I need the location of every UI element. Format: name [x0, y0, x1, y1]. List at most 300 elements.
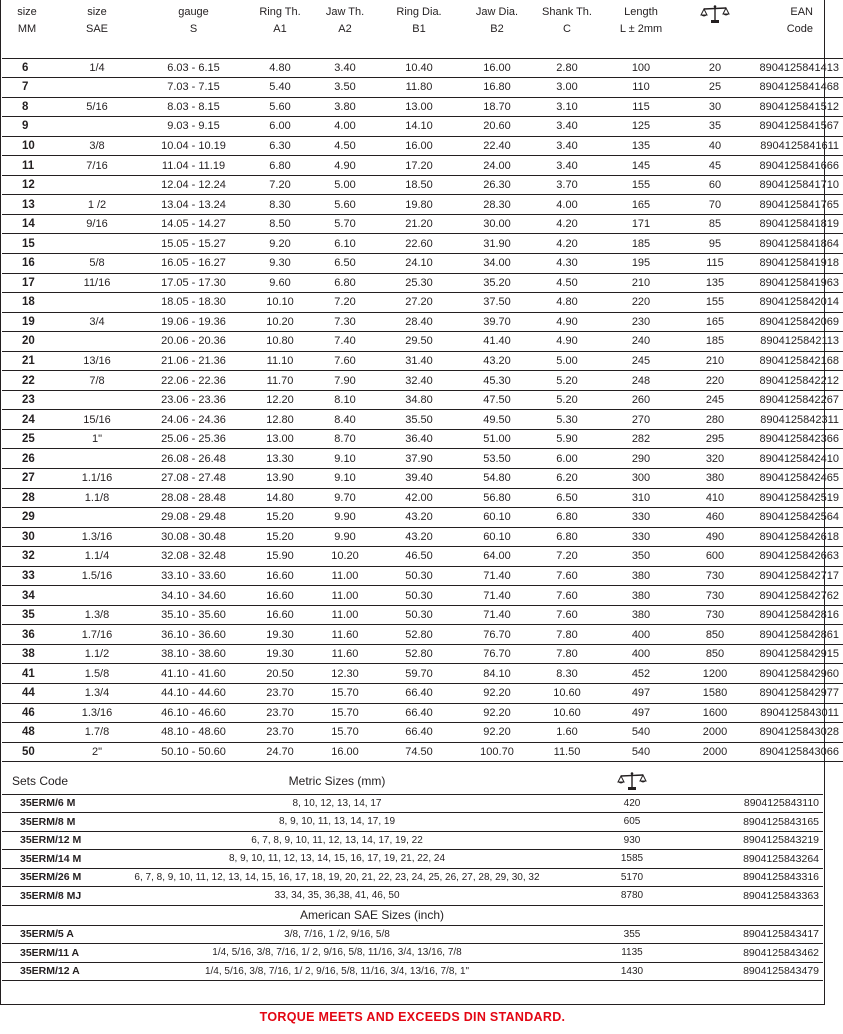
set-sizes: 8, 9, 10, 11, 12, 13, 14, 15, 16, 17, 19, 21, 22, 24 — [112, 850, 562, 869]
table-cell: 41.40 — [463, 332, 531, 352]
table-cell: 70 — [679, 195, 751, 215]
table-cell: 310 — [603, 488, 679, 508]
table-cell: 59.70 — [375, 664, 463, 684]
table-cell: 240 — [603, 332, 679, 352]
table-cell: 6.80 — [315, 273, 375, 293]
table-cell: 34.00 — [463, 253, 531, 273]
table-cell — [52, 117, 142, 137]
table-cell: 135 — [603, 136, 679, 156]
table-cell: 850 — [679, 625, 751, 645]
table-cell: 3.80 — [315, 97, 375, 117]
table-cell: 1.1/8 — [52, 488, 142, 508]
table-cell: 13.00 — [375, 97, 463, 117]
table-cell: 125 — [603, 117, 679, 137]
table-cell: 54.80 — [463, 468, 531, 488]
table-cell: 7.30 — [315, 312, 375, 332]
column-header — [52, 0, 142, 58]
table-cell: 8904125842861 — [751, 625, 843, 645]
table-cell: 23.70 — [245, 703, 315, 723]
sets-ean-header — [702, 768, 823, 794]
table-row — [2, 625, 843, 645]
table-row — [2, 97, 843, 117]
table-cell: 10.60 — [531, 703, 603, 723]
table-cell: 50 — [2, 742, 52, 762]
table-cell: 2000 — [679, 723, 751, 743]
table-cell: 8.30 — [531, 664, 603, 684]
table-cell: 15.20 — [245, 508, 315, 528]
set-weight: 1135 — [562, 944, 702, 963]
table-cell: 10.04 - 10.19 — [142, 136, 245, 156]
table-cell: 8904125841413 — [751, 58, 843, 78]
table-cell: 171 — [603, 214, 679, 234]
table-cell: 8904125842410 — [751, 449, 843, 469]
table-cell: 6.00 — [531, 449, 603, 469]
set-weight: 605 — [562, 813, 702, 832]
table-cell: 8904125842762 — [751, 586, 843, 606]
table-cell: 60.10 — [463, 508, 531, 528]
table-cell: 60 — [679, 175, 751, 195]
table-cell: 8904125841819 — [751, 214, 843, 234]
table-cell: 8904125841864 — [751, 234, 843, 254]
table-cell: 8904125842267 — [751, 390, 843, 410]
table-cell: 8904125841765 — [751, 195, 843, 215]
table-cell: 9.20 — [245, 234, 315, 254]
table-cell: 9.10 — [315, 449, 375, 469]
table-cell: 29.08 - 29.48 — [142, 508, 245, 528]
table-cell: 3.40 — [315, 58, 375, 78]
table-cell: 46 — [2, 703, 52, 723]
column-header — [245, 0, 315, 58]
table-cell: 1.5/8 — [52, 664, 142, 684]
table-cell: 4.80 — [245, 58, 315, 78]
table-cell: 4.50 — [531, 273, 603, 293]
table-cell: 27.20 — [375, 293, 463, 313]
table-cell: 35.10 - 35.60 — [142, 605, 245, 625]
table-cell: 9 — [2, 117, 52, 137]
table-cell: 74.50 — [375, 742, 463, 762]
table-cell: 5.60 — [245, 97, 315, 117]
table-cell: 10 — [2, 136, 52, 156]
set-ean: 8904125843110 — [702, 794, 823, 813]
table-cell: 270 — [603, 410, 679, 430]
column-header-line1: Jaw Th. — [325, 6, 365, 18]
table-cell: 4.30 — [531, 253, 603, 273]
table-cell: 100.70 — [463, 742, 531, 762]
table-cell: 13/16 — [52, 351, 142, 371]
table-cell: 11.70 — [245, 371, 315, 391]
set-ean: 8904125843417 — [702, 925, 823, 944]
column-header-line2: C — [563, 23, 571, 35]
table-cell: 5.20 — [531, 390, 603, 410]
table-cell: 280 — [679, 410, 751, 430]
table-cell: 13.00 — [245, 429, 315, 449]
table-row — [2, 156, 843, 176]
table-cell: 9.30 — [245, 253, 315, 273]
table-cell: 1.1/16 — [52, 468, 142, 488]
table-cell: 11.10 — [245, 351, 315, 371]
table-cell: 330 — [603, 508, 679, 528]
sets-table — [2, 768, 823, 981]
table-cell: 7.60 — [315, 351, 375, 371]
table-cell: 165 — [603, 195, 679, 215]
table-cell: 3.40 — [531, 136, 603, 156]
table-cell: 35 — [679, 117, 751, 137]
table-row — [2, 410, 843, 430]
american-sizes-header-row — [2, 905, 823, 925]
table-cell: 7.20 — [315, 293, 375, 313]
table-cell: 19.30 — [245, 625, 315, 645]
table-cell: 260 — [603, 390, 679, 410]
column-header-line1: Jaw Dia. — [475, 6, 519, 18]
set-sizes: 8, 10, 12, 13, 14, 17 — [112, 794, 562, 813]
table-row — [2, 78, 843, 98]
table-cell: 11.60 — [315, 644, 375, 664]
table-cell: 19.80 — [375, 195, 463, 215]
table-cell: 47.50 — [463, 390, 531, 410]
table-cell: 1.3/8 — [52, 605, 142, 625]
set-sizes: 1/4, 5/16, 3/8, 7/16, 1/ 2, 9/16, 5/8, 11/16, 3/4, 13/16, 7/8, 1" — [112, 962, 562, 981]
table-cell: 15.70 — [315, 723, 375, 743]
table-cell: 497 — [603, 703, 679, 723]
table-cell: 245 — [679, 390, 751, 410]
column-header-line2: B1 — [412, 23, 426, 35]
table-cell: 17.20 — [375, 156, 463, 176]
table-cell: 3.40 — [531, 117, 603, 137]
column-header-line2: S — [189, 23, 198, 35]
table-cell: 24.00 — [463, 156, 531, 176]
table-cell: 5.20 — [531, 371, 603, 391]
table-cell: 85 — [679, 214, 751, 234]
table-cell: 42.00 — [375, 488, 463, 508]
table-cell: 3.50 — [315, 78, 375, 98]
table-cell: 8904125842915 — [751, 644, 843, 664]
set-ean: 8904125843363 — [702, 887, 823, 906]
table-cell: 6.50 — [531, 488, 603, 508]
column-header-line1: size — [17, 6, 37, 18]
set-weight: 5170 — [562, 868, 702, 887]
american-sizes-header-spacer — [702, 905, 823, 925]
table-cell — [52, 78, 142, 98]
table-cell: 400 — [603, 625, 679, 645]
set-weight: 1430 — [562, 962, 702, 981]
set-code: 35ERM/26 M — [2, 868, 112, 887]
sets-code-header: Sets Code — [2, 768, 112, 794]
table-cell: 16.80 — [463, 78, 531, 98]
table-cell: 730 — [679, 605, 751, 625]
table-cell: 20.50 — [245, 664, 315, 684]
table-cell: 13.90 — [245, 468, 315, 488]
table-cell: 8.70 — [315, 429, 375, 449]
set-weight: 930 — [562, 831, 702, 850]
spec-sheet — [2, 0, 839, 981]
table-cell: 1.7/8 — [52, 723, 142, 743]
table-cell: 64.00 — [463, 547, 531, 567]
table-cell: 165 — [679, 312, 751, 332]
set-code: 35ERM/8 M — [2, 813, 112, 832]
column-header — [603, 0, 679, 58]
column-header-line1: Ring Dia. — [396, 6, 442, 18]
set-code: 35ERM/11 A — [2, 944, 112, 963]
table-cell: 6.30 — [245, 136, 315, 156]
table-cell: 49.50 — [463, 410, 531, 430]
table-cell: 8904125842717 — [751, 566, 843, 586]
table-cell: 12.80 — [245, 410, 315, 430]
table-cell: 1200 — [679, 664, 751, 684]
table-cell: 5.30 — [531, 410, 603, 430]
table-cell: 23.06 - 23.36 — [142, 390, 245, 410]
table-cell: 380 — [679, 468, 751, 488]
table-cell: 497 — [603, 684, 679, 704]
table-cell: 9.10 — [315, 468, 375, 488]
table-cell: 66.40 — [375, 703, 463, 723]
column-header-line1: Length — [624, 6, 658, 18]
table-cell: 7.60 — [531, 586, 603, 606]
table-cell: 35.50 — [375, 410, 463, 430]
table-cell: 36.40 — [375, 429, 463, 449]
table-cell: 43.20 — [375, 527, 463, 547]
table-cell: 540 — [603, 742, 679, 762]
set-row — [2, 868, 823, 887]
table-cell: 5.40 — [245, 78, 315, 98]
table-cell: 7.80 — [531, 644, 603, 664]
set-sizes: 1/4, 5/16, 3/8, 7/16, 1/ 2, 9/16, 5/8, 11/16, 3/4, 13/16, 7/8 — [112, 944, 562, 963]
table-cell: 25 — [679, 78, 751, 98]
table-cell: 10.20 — [245, 312, 315, 332]
set-ean: 8904125843479 — [702, 962, 823, 981]
table-cell: 185 — [679, 332, 751, 352]
table-row — [2, 684, 843, 704]
table-row — [2, 371, 843, 391]
table-cell: 34 — [2, 586, 52, 606]
table-row — [2, 508, 843, 528]
table-cell: 8.30 — [245, 195, 315, 215]
table-cell: 4.90 — [315, 156, 375, 176]
table-cell: 8904125842816 — [751, 605, 843, 625]
table-cell: 8904125842311 — [751, 410, 843, 430]
table-cell: 380 — [603, 566, 679, 586]
table-cell: 15.20 — [245, 527, 315, 547]
table-cell: 730 — [679, 586, 751, 606]
table-cell: 30.08 - 30.48 — [142, 527, 245, 547]
table-cell: 30 — [679, 97, 751, 117]
table-cell: 53.50 — [463, 449, 531, 469]
table-cell: 8904125843028 — [751, 723, 843, 743]
set-sizes: 6, 7, 8, 9, 10, 11, 12, 13, 14, 15, 16, 17, 18, 19, 20, 21, 22, 23, 24, 25, 26, 27, 28, 29, 30, 32 — [112, 868, 562, 887]
set-row — [2, 813, 823, 832]
footer-divider — [0, 1004, 825, 1005]
table-cell: 5.70 — [315, 214, 375, 234]
table-cell: 5/16 — [52, 97, 142, 117]
table-cell: 28 — [2, 488, 52, 508]
table-cell: 6.03 - 6.15 — [142, 58, 245, 78]
table-cell: 6.80 — [531, 508, 603, 528]
table-cell: 17.05 - 17.30 — [142, 273, 245, 293]
table-cell: 51.00 — [463, 429, 531, 449]
table-cell: 15.70 — [315, 684, 375, 704]
weighing-scale-icon — [617, 771, 647, 791]
table-cell: 8904125842212 — [751, 371, 843, 391]
set-row — [2, 962, 823, 981]
table-cell: 8904125841512 — [751, 97, 843, 117]
table-cell: 8904125842113 — [751, 332, 843, 352]
spec-table — [2, 0, 843, 762]
table-row — [2, 664, 843, 684]
column-header-line2: B2 — [490, 23, 504, 35]
column-header-line2: Code — [786, 23, 813, 35]
table-cell: 8904125841468 — [751, 78, 843, 98]
table-cell: 7.90 — [315, 371, 375, 391]
table-cell: 282 — [603, 429, 679, 449]
table-cell: 4.90 — [531, 332, 603, 352]
set-row — [2, 794, 823, 813]
column-header-line1: gauge — [178, 6, 209, 18]
table-cell: 50.10 - 50.60 — [142, 742, 245, 762]
table-cell: 32.08 - 32.48 — [142, 547, 245, 567]
table-cell: 9.60 — [245, 273, 315, 293]
column-header-line1: EAN — [790, 6, 813, 18]
table-cell: 6.80 — [531, 527, 603, 547]
table-cell: 16.60 — [245, 566, 315, 586]
column-header — [751, 0, 843, 58]
table-cell: 2.80 — [531, 58, 603, 78]
table-cell: 50.30 — [375, 605, 463, 625]
table-cell: 8.50 — [245, 214, 315, 234]
table-cell: 23.70 — [245, 723, 315, 743]
table-cell: 600 — [679, 547, 751, 567]
table-cell: 18.05 - 18.30 — [142, 293, 245, 313]
table-cell: 155 — [603, 175, 679, 195]
table-cell: 20.60 — [463, 117, 531, 137]
table-cell: 48.10 - 48.60 — [142, 723, 245, 743]
set-ean: 8904125843165 — [702, 813, 823, 832]
table-cell: 4.20 — [531, 234, 603, 254]
table-cell: 28.30 — [463, 195, 531, 215]
table-cell: 8904125841918 — [751, 253, 843, 273]
table-row — [2, 253, 843, 273]
table-cell: 245 — [603, 351, 679, 371]
table-cell: 8904125842519 — [751, 488, 843, 508]
column-header-line2: SAE — [85, 23, 108, 35]
table-cell: 46.50 — [375, 547, 463, 567]
table-cell: 6 — [2, 58, 52, 78]
table-cell: 34.10 - 34.60 — [142, 586, 245, 606]
table-cell: 1.60 — [531, 723, 603, 743]
table-cell: 8904125842960 — [751, 664, 843, 684]
table-cell: 8904125841666 — [751, 156, 843, 176]
table-cell: 1580 — [679, 684, 751, 704]
table-cell: 6.00 — [245, 117, 315, 137]
set-weight: 420 — [562, 794, 702, 813]
table-cell: 300 — [603, 468, 679, 488]
table-row — [2, 468, 843, 488]
table-cell: 14.05 - 14.27 — [142, 214, 245, 234]
table-cell: 4.00 — [315, 117, 375, 137]
table-cell: 14.10 — [375, 117, 463, 137]
set-weight: 8780 — [562, 887, 702, 906]
table-cell: 210 — [603, 273, 679, 293]
table-cell: 21.06 - 21.36 — [142, 351, 245, 371]
table-cell: 30.00 — [463, 214, 531, 234]
table-cell: 11.50 — [531, 742, 603, 762]
column-header — [679, 0, 751, 58]
table-cell: 20.06 - 20.36 — [142, 332, 245, 352]
table-row — [2, 214, 843, 234]
table-cell: 155 — [679, 293, 751, 313]
table-row — [2, 742, 843, 762]
table-cell: 22.60 — [375, 234, 463, 254]
table-cell: 290 — [603, 449, 679, 469]
table-row — [2, 332, 843, 352]
table-cell: 33.10 - 33.60 — [142, 566, 245, 586]
table-cell: 27 — [2, 468, 52, 488]
table-cell: 1600 — [679, 703, 751, 723]
american-sizes-header: American SAE Sizes (inch) — [2, 905, 702, 925]
table-cell: 92.20 — [463, 703, 531, 723]
table-cell: 8904125841963 — [751, 273, 843, 293]
set-ean: 8904125843264 — [702, 850, 823, 869]
table-cell: 16.05 - 16.27 — [142, 253, 245, 273]
table-cell: 11/16 — [52, 273, 142, 293]
table-cell: 36.10 - 36.60 — [142, 625, 245, 645]
table-cell: 17 — [2, 273, 52, 293]
set-sizes: 33, 34, 35, 36,38, 41, 46, 50 — [112, 887, 562, 906]
table-cell: 25.06 - 25.36 — [142, 429, 245, 449]
table-cell — [52, 332, 142, 352]
sets-header-row — [2, 768, 823, 794]
metric-sizes-header: Metric Sizes (mm) — [112, 768, 562, 794]
table-cell: 37.90 — [375, 449, 463, 469]
table-cell — [52, 449, 142, 469]
table-cell: 22.06 - 22.36 — [142, 371, 245, 391]
table-cell: 14.80 — [245, 488, 315, 508]
column-header-line1: size — [87, 6, 107, 18]
table-cell: 9.03 - 9.15 — [142, 117, 245, 137]
table-cell: 16.60 — [245, 605, 315, 625]
table-cell: 95 — [679, 234, 751, 254]
table-cell: 7/8 — [52, 371, 142, 391]
table-cell: 41.10 - 41.60 — [142, 664, 245, 684]
table-cell: 135 — [679, 273, 751, 293]
table-cell: 12.20 — [245, 390, 315, 410]
table-cell: 24.10 — [375, 253, 463, 273]
table-row — [2, 175, 843, 195]
set-code: 35ERM/12 A — [2, 962, 112, 981]
table-cell: 1/4 — [52, 58, 142, 78]
table-cell: 1.7/16 — [52, 625, 142, 645]
table-cell: 7.60 — [531, 566, 603, 586]
set-code: 35ERM/12 M — [2, 831, 112, 850]
table-cell: 21.20 — [375, 214, 463, 234]
table-cell: 71.40 — [463, 566, 531, 586]
table-cell: 35.20 — [463, 273, 531, 293]
weighing-scale-icon — [700, 4, 730, 24]
table-cell: 23 — [2, 390, 52, 410]
table-cell: 12.30 — [315, 664, 375, 684]
table-cell: 8 — [2, 97, 52, 117]
table-cell: 44.10 - 44.60 — [142, 684, 245, 704]
table-row — [2, 293, 843, 313]
table-cell: 7 — [2, 78, 52, 98]
table-cell: 71.40 — [463, 586, 531, 606]
set-row — [2, 887, 823, 906]
table-row — [2, 195, 843, 215]
table-cell: 29.50 — [375, 332, 463, 352]
column-header-line2: L ± 2mm — [619, 23, 663, 35]
set-weight: 355 — [562, 925, 702, 944]
table-row — [2, 449, 843, 469]
table-cell: 4.00 — [531, 195, 603, 215]
column-header — [2, 0, 52, 58]
